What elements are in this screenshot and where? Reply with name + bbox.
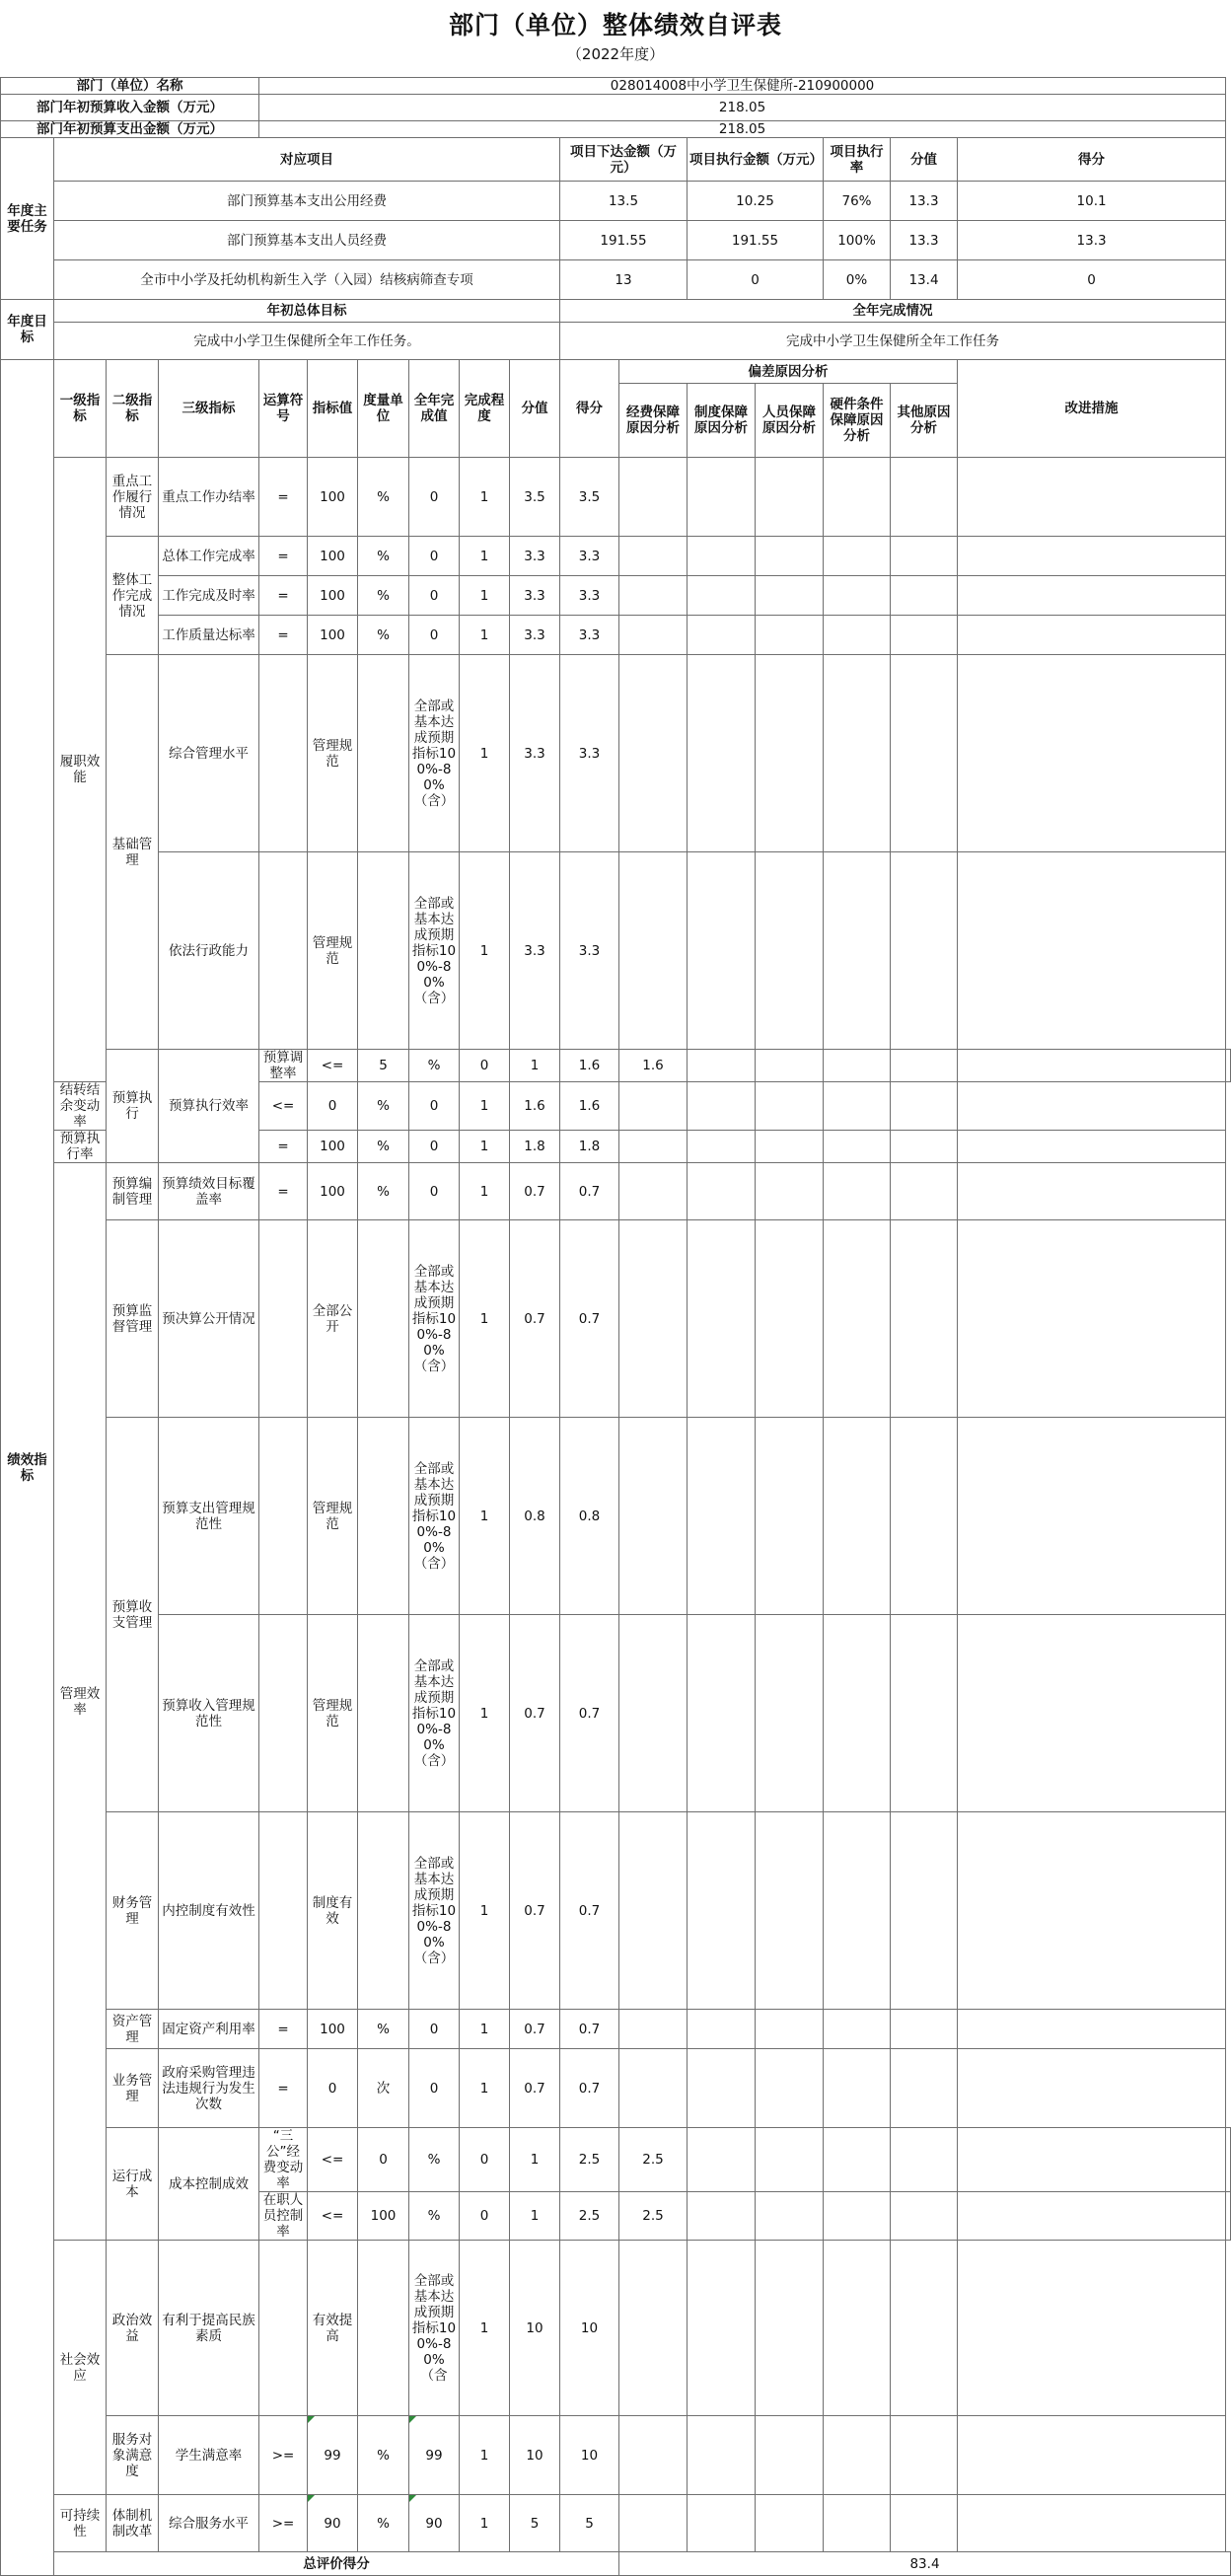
task-got: 13.3 — [958, 221, 1226, 260]
total-label: 总评价得分 — [54, 2552, 619, 2576]
indicator-got: 3.3 — [560, 576, 619, 616]
indicator-target: 管理规范 — [308, 655, 358, 852]
task-allocated: 13.5 — [560, 182, 688, 221]
indicator-score: 0.7 — [510, 2010, 560, 2049]
indicator-got: 10 — [560, 2416, 619, 2495]
col-op: 运算符号 — [259, 360, 308, 458]
indicator-row — [1, 537, 1231, 576]
indicator-actual: 全部或基本达成预期指标100%-80%（含 — [409, 2241, 460, 2416]
indicator-target: 100 — [308, 1131, 358, 1163]
task-rate: 0% — [824, 260, 891, 300]
task-allocated: 191.55 — [560, 221, 688, 260]
task-rate: 76% — [824, 182, 891, 221]
indicator-name: 预决算公开情况 — [159, 1220, 259, 1418]
indicator-score: 3.3 — [510, 537, 560, 576]
indicator-score: 0.7 — [510, 1615, 560, 1812]
group-level1: 管理效率 — [54, 1163, 107, 2241]
indicator-row — [1, 576, 1231, 616]
indicator-op: = — [259, 1163, 308, 1220]
indicator-got: 2.5 — [619, 2192, 688, 2241]
indicator-name: 综合管理水平 — [159, 655, 259, 852]
indicator-row — [1, 655, 1231, 852]
indicator-target: 0 — [358, 2128, 409, 2192]
group-level1: 可持续性 — [54, 2495, 107, 2552]
indicator-op: = — [259, 458, 308, 537]
col-dev-system: 制度保障原因分析 — [688, 384, 756, 458]
indicator-score: 1.6 — [510, 1082, 560, 1131]
indicator-name: “三公”经费变动率 — [259, 2128, 308, 2192]
task-rate: 100% — [824, 221, 891, 260]
indicator-got: 3.3 — [560, 655, 619, 852]
indicator-degree: 1 — [460, 2416, 510, 2495]
indicator-name: 依法行政能力 — [159, 852, 259, 1050]
indicator-row — [1, 1615, 1231, 1812]
indicator-degree: 1 — [460, 1131, 510, 1163]
indicator-unit: % — [358, 537, 409, 576]
indicator-actual: 全部或基本达成预期指标100%-80%（含） — [409, 655, 460, 852]
indicator-got: 5 — [560, 2495, 619, 2552]
indicator-degree: 1 — [460, 1812, 510, 2010]
indicator-op — [259, 1418, 308, 1615]
indicator-degree: 1 — [460, 2010, 510, 2049]
indicator-got: 0.7 — [560, 1812, 619, 2010]
indicator-target: 0 — [308, 1082, 358, 1131]
indicator-name: 政府采购管理违法违规行为发生次数 — [159, 2049, 259, 2128]
task-score: 13.3 — [891, 221, 958, 260]
indicator-unit: % — [358, 1131, 409, 1163]
col-level1: 一级指标 — [54, 360, 107, 458]
indicator-op — [259, 1812, 308, 2010]
indicator-actual: 0 — [409, 616, 460, 655]
indicator-op: <= — [259, 1082, 308, 1131]
expense-value: 218.05 — [259, 121, 1226, 138]
col-score: 分值 — [510, 360, 560, 458]
col-deviation: 偏差原因分析 — [619, 360, 958, 384]
indicator-op: = — [259, 576, 308, 616]
indicator-name: 工作质量达标率 — [159, 616, 259, 655]
group-level2: 预算监督管理 — [107, 1220, 159, 1418]
indicator-got: 3.3 — [560, 852, 619, 1050]
indicator-row — [1, 1812, 1231, 2010]
indicator-unit: % — [358, 1163, 409, 1220]
group-level2: 成本控制成效 — [159, 2128, 259, 2241]
indicator-unit: 次 — [358, 2049, 409, 2128]
indicator-op — [259, 1615, 308, 1812]
group-level1: 预算执行 — [107, 1050, 159, 1163]
group-level2: 预算编制管理 — [107, 1163, 159, 1220]
indicator-op — [259, 655, 308, 852]
indicator-op: <= — [308, 2192, 358, 2241]
tasks-col-allocated: 项目下达金额（万元） — [560, 138, 688, 182]
goals-section-label: 年度目标 — [1, 300, 54, 360]
group-level2: 重点工作履行情况 — [107, 458, 159, 537]
indicator-op: <= — [308, 2128, 358, 2192]
indicator-name: 预算收入管理规范性 — [159, 1615, 259, 1812]
indicator-target: 90 — [308, 2495, 358, 2552]
indicator-actual: 0 — [409, 1082, 460, 1131]
indicator-target: 100 — [308, 537, 358, 576]
indicator-unit: % — [358, 616, 409, 655]
unit-name-label: 部门（单位）名称 — [1, 78, 259, 95]
indicator-degree: 1 — [460, 537, 510, 576]
indicator-name: 总体工作完成率 — [159, 537, 259, 576]
task-project: 部门预算基本支出人员经费 — [54, 221, 560, 260]
indicator-got: 2.5 — [619, 2128, 688, 2192]
col-unit: 度量单位 — [358, 360, 409, 458]
indicator-got: 1.6 — [560, 1082, 619, 1131]
indicator-degree: 1 — [510, 2128, 560, 2192]
indicator-op: = — [259, 2049, 308, 2128]
task-row — [1, 182, 1231, 221]
indicator-degree: 1 — [460, 616, 510, 655]
group-level1: 履职效能 — [54, 458, 107, 1082]
indicator-target: 有效提高 — [308, 2241, 358, 2416]
indicator-name: 固定资产利用率 — [159, 2010, 259, 2049]
indicator-degree: 1 — [460, 458, 510, 537]
indicator-got: 0.8 — [560, 1418, 619, 1615]
indicator-got: 3.5 — [560, 458, 619, 537]
indicator-score: 3.3 — [510, 852, 560, 1050]
task-project: 部门预算基本支出公用经费 — [54, 182, 560, 221]
indicator-degree: 1 — [460, 1418, 510, 1615]
indicator-score: 1.8 — [510, 1131, 560, 1163]
indicator-got: 3.3 — [560, 616, 619, 655]
indicator-got: 1.8 — [560, 1131, 619, 1163]
indicator-actual: 0 — [409, 1131, 460, 1163]
indicator-got: 0.7 — [560, 1615, 619, 1812]
goals-actual-text: 完成中小学卫生保健所全年工作任务 — [560, 323, 1226, 360]
col-target: 指标值 — [308, 360, 358, 458]
indicator-score: 0.8 — [510, 1418, 560, 1615]
group-level2: 预算收支管理 — [107, 1418, 159, 1812]
indicator-op — [259, 852, 308, 1050]
indicator-row — [1, 1050, 1231, 1082]
indicator-row — [1, 852, 1231, 1050]
indicator-op: = — [259, 537, 308, 576]
indicator-score: 1.6 — [560, 1050, 619, 1082]
indicator-unit: % — [409, 2128, 460, 2192]
indicator-degree: 1 — [460, 1082, 510, 1131]
tasks-section-label: 年度主要任务 — [1, 138, 54, 300]
indicator-actual: 0 — [409, 1163, 460, 1220]
total-value: 83.4 — [619, 2552, 1231, 2576]
indicator-score: 5 — [510, 2495, 560, 2552]
task-executed: 0 — [688, 260, 824, 300]
indicator-row — [1, 616, 1231, 655]
indicator-unit: % — [358, 576, 409, 616]
group-level2: 整体工作完成情况 — [107, 537, 159, 655]
indicator-score: 10 — [510, 2241, 560, 2416]
indicator-unit — [358, 1220, 409, 1418]
col-degree: 完成程度 — [460, 360, 510, 458]
income-label: 部门年初预算收入金额（万元） — [1, 95, 259, 121]
indicator-op: >= — [259, 2416, 308, 2495]
task-row — [1, 221, 1231, 260]
indicator-degree: 1 — [460, 852, 510, 1050]
tasks-col-score: 分值 — [891, 138, 958, 182]
indicator-target: 管理规范 — [308, 852, 358, 1050]
indicator-got: 1.6 — [619, 1050, 688, 1082]
indicator-degree: 1 — [510, 2192, 560, 2241]
indicator-name: 重点工作办结率 — [159, 458, 259, 537]
indicator-name: 有利于提高民族素质 — [159, 2241, 259, 2416]
indicator-score: 0.7 — [510, 1163, 560, 1220]
document-title: 部门（单位）整体绩效自评表 — [448, 11, 782, 39]
indicator-unit — [358, 1615, 409, 1812]
indicator-target: 全部公开 — [308, 1220, 358, 1418]
indicator-op: <= — [308, 1050, 358, 1082]
indicator-got: 10 — [560, 2241, 619, 2416]
task-got: 10.1 — [958, 182, 1226, 221]
task-project: 全市中小学及托幼机构新生入学（入园）结核病筛查专项 — [54, 260, 560, 300]
indicator-actual: 90 — [409, 2495, 460, 2552]
indicator-target: 5 — [358, 1050, 409, 1082]
group-level2: 预算执行效率 — [159, 1050, 259, 1163]
tasks-col-rate: 项目执行率 — [824, 138, 891, 182]
goals-plan-text: 完成中小学卫生保健所全年工作任务。 — [54, 323, 560, 360]
group-level1: 社会效应 — [54, 2241, 107, 2495]
group-level2: 资产管理 — [107, 2010, 159, 2049]
col-dev-staff: 人员保障原因分析 — [756, 384, 824, 458]
indicator-op: = — [259, 616, 308, 655]
indicator-name: 结转结余变动率 — [54, 1082, 107, 1131]
indicator-row — [1, 2416, 1231, 2495]
indicator-unit: % — [358, 1082, 409, 1131]
indicator-row — [1, 2049, 1231, 2128]
indicator-name: 预算支出管理规范性 — [159, 1418, 259, 1615]
task-score: 13.4 — [891, 260, 958, 300]
income-value: 218.05 — [259, 95, 1226, 121]
indicator-score: 3.5 — [510, 458, 560, 537]
indicator-unit: % — [358, 458, 409, 537]
indicator-actual: 全部或基本达成预期指标100%-80%（含） — [409, 1812, 460, 2010]
indicator-row — [1, 1163, 1231, 1220]
group-level2: 政治效益 — [107, 2241, 159, 2416]
indicator-score: 2.5 — [560, 2192, 619, 2241]
col-dev-funds: 经费保障原因分析 — [619, 384, 688, 458]
indicator-target: 100 — [308, 2010, 358, 2049]
group-level2: 基础管理 — [107, 655, 159, 1050]
indicator-row — [1, 458, 1231, 537]
indicator-got: 3.3 — [560, 537, 619, 576]
col-dev-hardware: 硬件条件保障原因分析 — [824, 384, 891, 458]
indicator-row — [1, 2128, 1231, 2192]
indicator-unit — [358, 655, 409, 852]
indicator-degree: 1 — [460, 2049, 510, 2128]
goals-actual-header: 全年完成情况 — [560, 300, 1226, 323]
indicator-unit — [358, 1418, 409, 1615]
indicator-unit — [358, 1812, 409, 2010]
indicator-target: 管理规范 — [308, 1418, 358, 1615]
indicator-degree: 1 — [510, 1050, 560, 1082]
indicator-got: 0.7 — [560, 1163, 619, 1220]
indicator-actual: 0 — [460, 2192, 510, 2241]
indicator-op: = — [259, 1131, 308, 1163]
indicators-section-label: 绩效指标 — [1, 360, 54, 2576]
indicator-unit: % — [358, 2010, 409, 2049]
group-level2: 业务管理 — [107, 2049, 159, 2128]
indicator-actual: 0 — [409, 2049, 460, 2128]
indicator-name: 在职人员控制率 — [259, 2192, 308, 2241]
indicator-degree: 1 — [460, 1163, 510, 1220]
task-got: 0 — [958, 260, 1226, 300]
group-level1: 运行成本 — [107, 2128, 159, 2241]
goals-plan-header: 年初总体目标 — [54, 300, 560, 323]
task-row — [1, 260, 1231, 300]
unit-name-value: 028014008中小学卫生保健所-210900000 — [259, 78, 1226, 95]
indicator-actual: 0 — [460, 1050, 510, 1082]
indicator-score: 10 — [510, 2416, 560, 2495]
task-score: 13.3 — [891, 182, 958, 221]
indicator-degree: 1 — [460, 655, 510, 852]
task-allocated: 13 — [560, 260, 688, 300]
task-executed: 191.55 — [688, 221, 824, 260]
indicator-row — [1, 2241, 1231, 2416]
indicator-row — [1, 1418, 1231, 1615]
tasks-col-executed: 项目执行金额（万元） — [688, 138, 824, 182]
indicator-name: 学生满意率 — [159, 2416, 259, 2495]
indicator-name: 预算调整率 — [259, 1050, 308, 1082]
indicator-actual: 0 — [409, 2010, 460, 2049]
indicator-target: 100 — [308, 616, 358, 655]
expense-label: 部门年初预算支出金额（万元） — [1, 121, 259, 138]
col-measures: 改进措施 — [958, 360, 1226, 458]
indicator-row — [1, 1220, 1231, 1418]
indicator-score: 0.7 — [510, 2049, 560, 2128]
group-level2: 财务管理 — [107, 1812, 159, 2010]
indicator-unit: % — [409, 2192, 460, 2241]
col-actual: 全年完成值 — [409, 360, 460, 458]
tasks-col-got: 得分 — [958, 138, 1226, 182]
indicator-actual: 0 — [409, 537, 460, 576]
evaluation-table — [0, 77, 1231, 2576]
indicator-op — [259, 2241, 308, 2416]
task-executed: 10.25 — [688, 182, 824, 221]
indicator-actual: 99 — [409, 2416, 460, 2495]
indicator-degree: 1 — [460, 2241, 510, 2416]
indicator-actual: 0 — [409, 458, 460, 537]
indicator-op — [259, 1220, 308, 1418]
indicator-degree: 1 — [460, 2495, 510, 2552]
indicator-row — [1, 2495, 1231, 2552]
indicator-actual: 全部或基本达成预期指标100%-80%（含） — [409, 1418, 460, 1615]
indicator-op: >= — [259, 2495, 308, 2552]
indicator-score: 3.3 — [510, 616, 560, 655]
indicator-unit: % — [409, 1050, 460, 1082]
indicator-actual: 0 — [409, 576, 460, 616]
indicator-unit — [358, 2241, 409, 2416]
indicator-unit — [358, 852, 409, 1050]
indicator-name: 预算绩效目标覆盖率 — [159, 1163, 259, 1220]
col-dev-other: 其他原因分析 — [891, 384, 958, 458]
indicator-score: 0.7 — [510, 1220, 560, 1418]
indicator-name: 预算执行率 — [54, 1131, 107, 1163]
indicator-target: 0 — [308, 2049, 358, 2128]
indicator-target: 100 — [308, 458, 358, 537]
indicator-actual: 全部或基本达成预期指标100%-80%（含） — [409, 1220, 460, 1418]
indicator-target: 管理规范 — [308, 1615, 358, 1812]
indicator-target: 100 — [358, 2192, 409, 2241]
indicator-actual: 0 — [460, 2128, 510, 2192]
document-subtitle: （2022年度） — [566, 45, 665, 63]
col-level2: 二级指标 — [107, 360, 159, 458]
indicator-name: 综合服务水平 — [159, 2495, 259, 2552]
indicator-name: 工作完成及时率 — [159, 576, 259, 616]
tasks-col-project: 对应项目 — [54, 138, 560, 182]
indicator-unit: % — [358, 2416, 409, 2495]
indicator-degree: 1 — [460, 1615, 510, 1812]
indicator-actual: 全部或基本达成预期指标100%-80%（含） — [409, 852, 460, 1050]
indicator-got: 0.7 — [560, 2049, 619, 2128]
indicator-name: 内控制度有效性 — [159, 1812, 259, 2010]
indicator-target: 99 — [308, 2416, 358, 2495]
indicator-score: 3.3 — [510, 576, 560, 616]
indicator-op: = — [259, 2010, 308, 2049]
indicator-score: 2.5 — [560, 2128, 619, 2192]
indicator-target: 100 — [308, 1163, 358, 1220]
indicator-got: 0.7 — [560, 1220, 619, 1418]
indicator-got: 0.7 — [560, 2010, 619, 2049]
indicator-target: 100 — [308, 576, 358, 616]
indicator-target: 制度有效 — [308, 1812, 358, 2010]
indicator-score: 0.7 — [510, 1812, 560, 2010]
col-got: 得分 — [560, 360, 619, 458]
indicator-unit: % — [358, 2495, 409, 2552]
indicator-actual: 全部或基本达成预期指标100%-80%（含） — [409, 1615, 460, 1812]
col-level3: 三级指标 — [159, 360, 259, 458]
indicator-degree: 1 — [460, 1220, 510, 1418]
indicator-row — [1, 2010, 1231, 2049]
group-level2: 体制机制改革 — [107, 2495, 159, 2552]
indicator-degree: 1 — [460, 576, 510, 616]
group-level2: 服务对象满意度 — [107, 2416, 159, 2495]
indicator-score: 3.3 — [510, 655, 560, 852]
